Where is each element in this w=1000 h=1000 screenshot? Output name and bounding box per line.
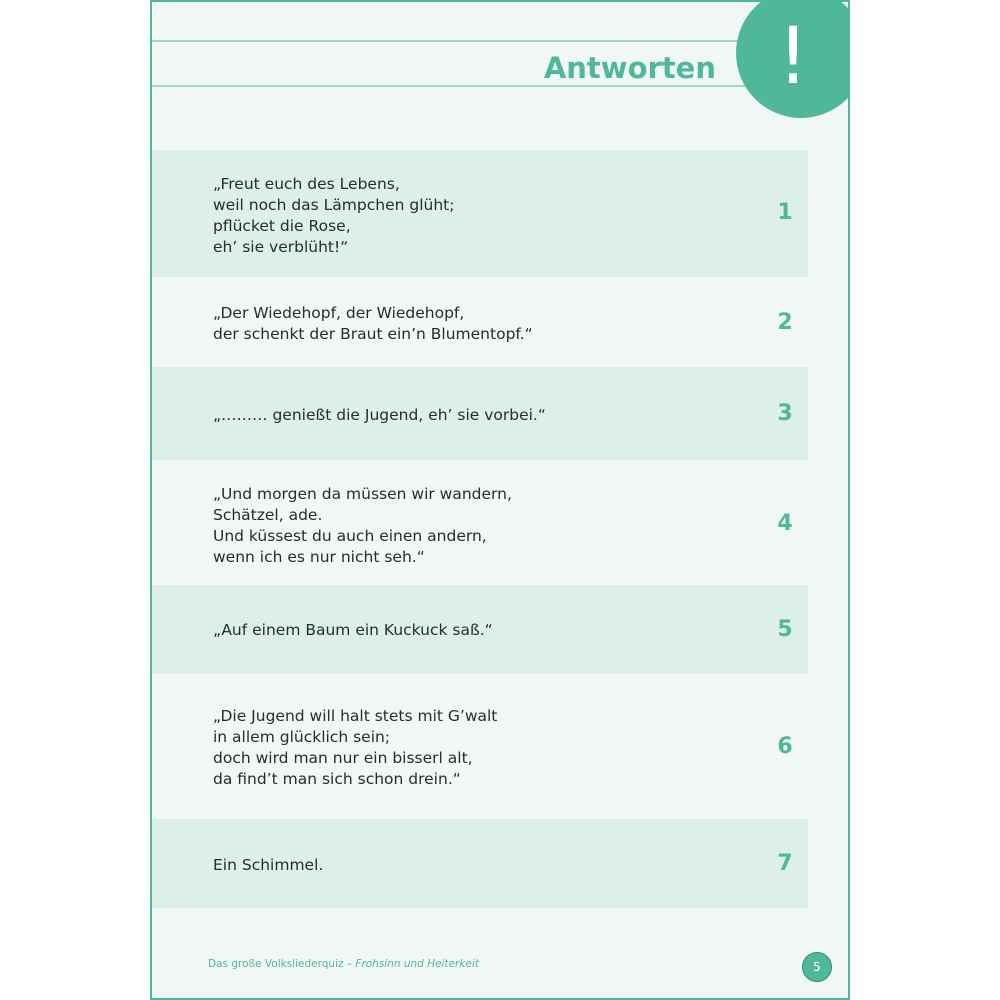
answer-text: Ein Schimmel. — [213, 856, 324, 874]
answer-number: 3 — [777, 401, 793, 426]
answer-number: 6 — [777, 734, 793, 759]
answer-text: „Und morgen da müssen wir wandern, Schätzel, ade. Und küssest du auch einen andern, wenn ich es nur nicht seh.“ — [213, 485, 512, 566]
answer-page — [150, 0, 850, 1000]
answer-row-4 — [152, 460, 808, 585]
answer-text: „……… genießt die Jugend, eh’ sie vorbei.“ — [213, 406, 546, 424]
answer-text: „Auf einem Baum ein Kuckuck saß.“ — [213, 621, 493, 639]
header-rule-top — [152, 40, 752, 42]
answer-row-7 — [152, 819, 808, 908]
page-number-badge — [802, 952, 832, 982]
answer-number: 5 — [777, 617, 793, 642]
exclamation-icon: ! — [777, 12, 809, 102]
answer-text: „Freut euch des Lebens, weil noch das Lämpchen glüht; pflücket die Rose, eh’ sie verblüht!“ — [213, 175, 455, 256]
answer-text: „Die Jugend will halt stets mit G’walt in allem glücklich sein; doch wird man nur ein bisserl alt, da find’t man sich schon drein.“ — [213, 707, 498, 788]
answer-row-6 — [152, 674, 808, 819]
answer-row-5 — [152, 585, 808, 674]
answer-number: 4 — [777, 511, 793, 536]
answer-text: „Der Wiedehopf, der Wiedehopf, der schenkt der Braut ein’n Blumentopf.“ — [213, 304, 533, 343]
footer-subtitle: Frohsinn und Heiterkeit — [355, 958, 479, 970]
answer-number: 2 — [777, 310, 793, 335]
page-title: Antworten — [543, 51, 716, 85]
answer-row-1 — [152, 150, 808, 277]
answer-row-2 — [152, 277, 808, 367]
footer-book-title — [208, 958, 479, 970]
answer-number: 7 — [777, 851, 793, 876]
page-number: 5 — [813, 960, 821, 974]
exclamation-badge — [736, 0, 850, 118]
answer-row-3 — [152, 367, 808, 460]
answer-number: 1 — [777, 200, 793, 225]
footer-title-main: Das große Volksliederquiz – — [208, 958, 356, 970]
